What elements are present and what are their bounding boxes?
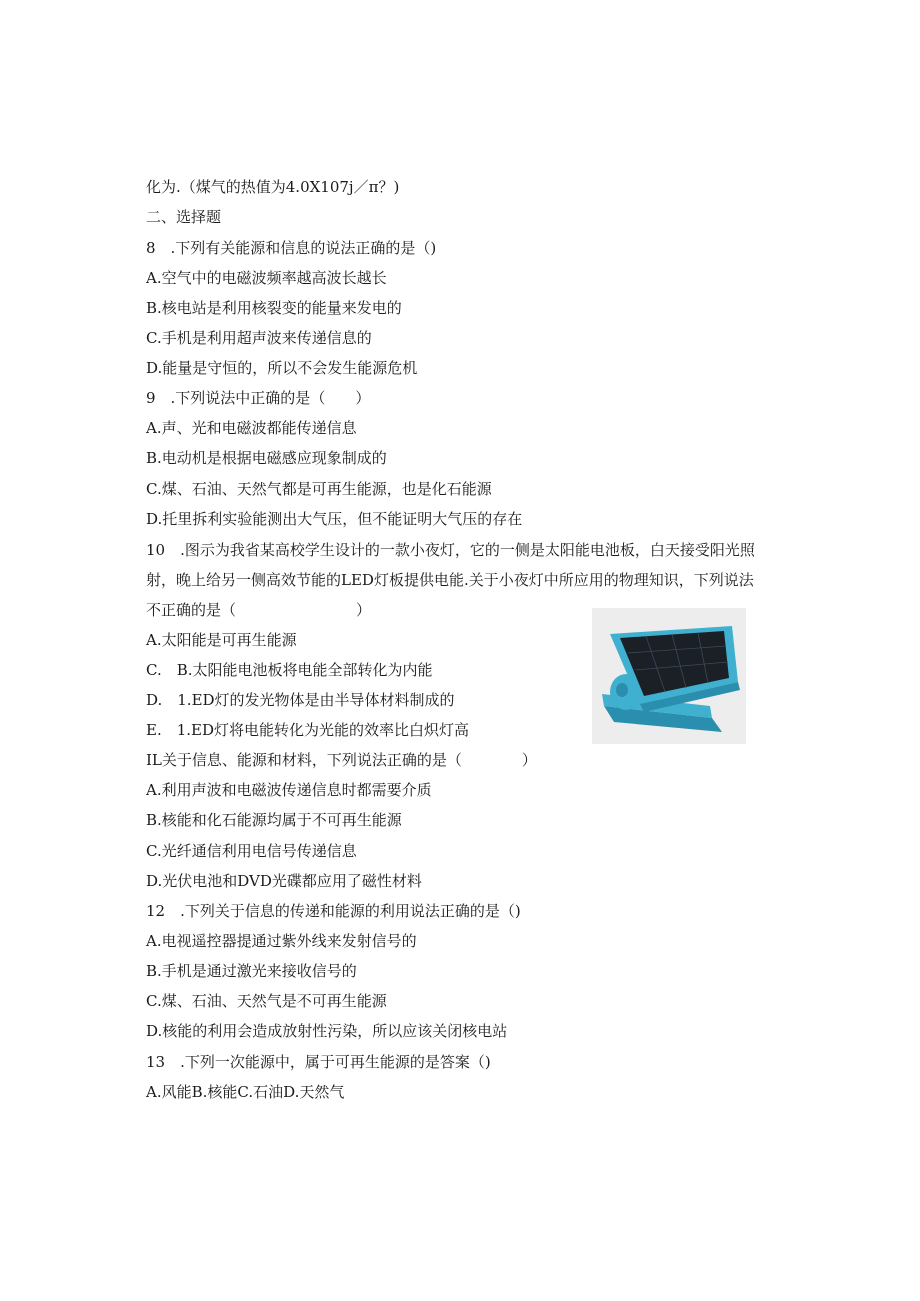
question-13-options: A.风能B.核能C.石油D.天然气 — [146, 1083, 345, 1101]
question-8-option-b: B.核电站是利用核裂变的能量来发电的 — [146, 299, 402, 317]
question-9-option-b: B.电动机是根据电磁感应现象制成的 — [146, 449, 387, 467]
question-11-option-c: C.光纤通信利用电信号传递信息 — [146, 842, 357, 860]
question-10-stem-line-1: 10 .图示为我省某高校学生设计的一款小夜灯，它的一侧是太阳能电池板，白天接受阳光照 — [146, 541, 755, 559]
question-11-option-a: A.利用声波和电磁波传递信息时都需要介质 — [146, 781, 432, 799]
question-11-option-b: B.核能和化石能源均属于不可再生能源 — [146, 811, 402, 829]
question-8-option-a: A.空气中的电磁波频率越高波长越长 — [146, 269, 387, 287]
question-9-stem: 9 .下列说法中正确的是（ ） — [146, 389, 371, 407]
question-10-option-a: A.太阳能是可再生能源 — [146, 631, 297, 649]
question-10-option-c: D. 1.ED灯的发光物体是由半导体材料制成的 — [146, 691, 455, 709]
question-13-stem: 13 .下列一次能源中，属于可再生能源的是答案（) — [146, 1053, 491, 1071]
question-8-stem: 8 .下列有关能源和信息的说法正确的是（) — [146, 239, 437, 257]
question-11-option-d: D.光伏电池和DVD光碟都应用了磁性材料 — [146, 872, 422, 890]
question-12-option-c: C.煤、石油、天然气是不可再生能源 — [146, 992, 387, 1010]
question-12-option-a: A.电视遥控器提通过紫外线来发射信号的 — [146, 932, 417, 950]
section-heading: 二、选择题 — [146, 208, 222, 226]
question-8-option-c: C.手机是利用超声波来传递信息的 — [146, 329, 372, 347]
question-10-stem-line-3: 不正确的是（ ） — [146, 601, 372, 619]
question-10-option-d: E. 1.ED灯将电能转化为光能的效率比白炽灯高 — [146, 721, 470, 739]
question-12-option-d: D.核能的利用会造成放射性污染，所以应该关闭核电站 — [146, 1022, 508, 1040]
question-10-option-b: C. B.太阳能电池板将电能全部转化为内能 — [146, 661, 433, 679]
clip-hinge-hole — [616, 683, 628, 697]
text-line-continuation: 化为.（煤气的热值为4.0X107j／π？) — [146, 178, 400, 196]
question-11-stem: IL关于信息、能源和材料，下列说法正确的是（ ） — [146, 751, 537, 769]
question-8-option-d: D.能量是守恒的，所以不会发生能源危机 — [146, 359, 418, 377]
question-9-option-a: A.声、光和电磁波都能传递信息 — [146, 419, 357, 437]
question-9-option-c: C.煤、石油、天然气都是可再生能源，也是化石能源 — [146, 480, 492, 498]
night-light-photo — [592, 608, 746, 744]
question-12-option-b: B.手机是通过激光来接收信号的 — [146, 962, 357, 980]
question-9-option-d: D.托里拆利实验能测出大气压，但不能证明大气压的存在 — [146, 510, 523, 528]
question-12-stem: 12 .下列关于信息的传递和能源的利用说法正确的是（) — [146, 902, 521, 920]
question-10-stem-line-2: 射，晚上给另一侧高效节能的LED灯板提供电能.关于小夜灯中所应用的物理知识，下列说法 — [146, 571, 754, 589]
